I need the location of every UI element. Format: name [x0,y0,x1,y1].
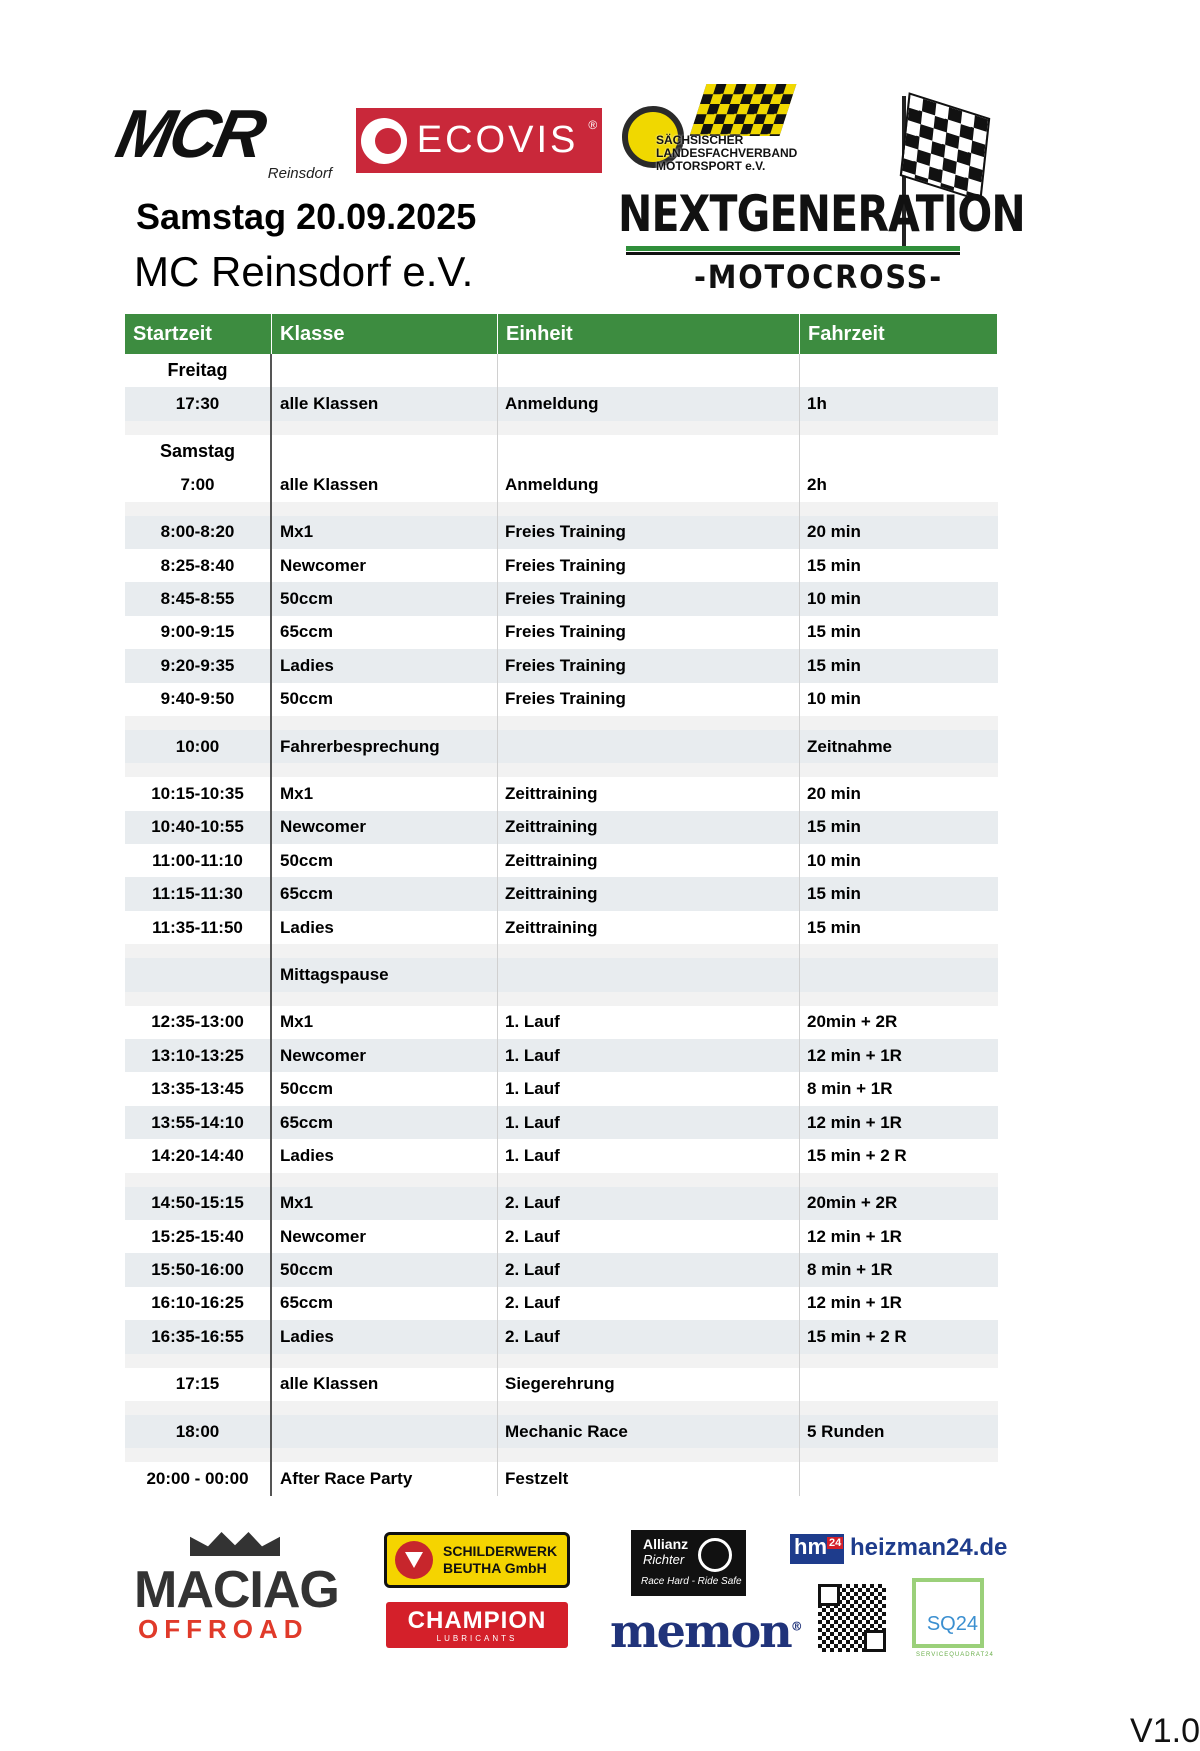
startzeit-cell: 11:00-11:10 [125,844,272,877]
maciag-text: MACIAG [134,1561,339,1619]
table-row [125,683,998,716]
spacer-cell [498,502,800,516]
fahrzeit-cell: 20min + 2R [807,1193,898,1213]
nextgeneration-logo [618,86,1025,296]
spacer-cell [498,992,800,1006]
spacer-row [125,992,998,1006]
memon-reg: ® [790,1619,801,1634]
spacer-cell [800,1448,998,1462]
klasse-cell: After Race Party [272,1462,498,1495]
champion-subtext: LUBRICANTS [436,1633,518,1643]
klasse-cell: Ladies [272,1320,498,1353]
spacer-cell [800,502,998,516]
fahrzeit-cell: 2h [807,474,827,494]
fahrzeit-cell: 15 min [807,917,861,937]
spacer-cell [800,763,998,777]
table-row [125,1039,998,1072]
klasse-cell: Fahrerbesprechung [272,730,498,763]
startzeit-cell: 15:50-16:00 [125,1253,272,1286]
table-row [125,911,998,944]
allianz-text: Allianz [643,1536,689,1552]
startzeit-cell: 12:35-13:00 [125,1006,272,1039]
einheit-cell: Freies Training [498,516,800,549]
klasse-cell: alle Klassen [272,1368,498,1401]
table-row [125,1220,998,1253]
fahrzeit-cell: 15 min + 2 R [807,1326,907,1346]
ecovis-logo [356,108,602,173]
allianz-slogan: Race Hard - Ride Safe [641,1576,742,1587]
table-row [125,877,998,910]
table-row [125,1106,998,1139]
table-row [125,730,998,763]
fahrzeit-cell: 5 Runden [807,1421,885,1441]
startzeit-cell: 17:30 [125,387,272,420]
table-row [125,1253,998,1286]
table-row [125,1072,998,1105]
table-row [125,516,998,549]
memon-logo [610,1604,801,1658]
fahrzeit-cell: 20 min [807,522,861,542]
fahrzeit-cell: 15 min [807,655,861,675]
table-row [125,1006,998,1039]
spacer-row [125,1354,998,1368]
klasse-cell: Mx1 [272,1006,498,1039]
klasse-cell: 50ccm [272,844,498,877]
fahrzeit-cell: 15 min + 2 R [807,1145,907,1165]
einheit-cell: Mechanic Race [498,1415,800,1448]
einheit-cell: Zeittraining [498,811,800,844]
startzeit-cell: 14:50-15:15 [125,1187,272,1220]
fahrzeit-cell [800,1368,998,1401]
table-row [125,1462,998,1495]
einheit-cell: Zeittraining [498,911,800,944]
fahrzeit-cell: 20 min [807,783,861,803]
fahrzeit-cell: 12 min + 1R [807,1112,902,1132]
einheit-cell: Freies Training [498,549,800,582]
klasse-cell: Newcomer [272,549,498,582]
table-row [125,1368,998,1401]
spacer-cell [272,1173,498,1187]
klasse-cell: Ladies [272,649,498,682]
spacer-row [125,1448,998,1462]
fahrzeit-cell: 15 min [807,884,861,904]
ecovis-mark-icon [361,118,407,164]
table-row [125,616,998,649]
startzeit-cell: 11:35-11:50 [125,911,272,944]
klasse-cell: Mx1 [272,516,498,549]
startzeit-cell: 14:20-14:40 [125,1139,272,1172]
startzeit-cell: 8:45-8:55 [125,582,272,615]
offroad-text: OFFROAD [138,1614,309,1644]
spacer-cell [800,944,998,958]
sq24-logo [912,1578,994,1658]
spacer-row [125,1401,998,1415]
event-date: Samstag 20.09.2025 [136,196,477,237]
einheit-cell: 1. Lauf [498,1006,800,1039]
startzeit-cell: 8:25-8:40 [125,549,272,582]
richter-text: Richter [643,1552,685,1567]
day-label: Freitag [125,354,272,387]
klasse-cell: 65ccm [272,616,498,649]
einheit-cell: Freies Training [498,582,800,615]
spacer-cell [800,992,998,1006]
startzeit-cell [125,958,272,991]
startzeit-cell: 20:00 - 00:00 [125,1462,272,1495]
table-row [125,1320,998,1353]
schilderwerk-line2: BEUTHA GmbH [443,1560,547,1576]
table-row [125,549,998,582]
startzeit-cell: 8:00-8:20 [125,516,272,549]
empty-cell [800,435,998,468]
startzeit-cell: 10:00 [125,730,272,763]
spacer-cell [498,421,800,435]
einheit-cell: Anmeldung [498,387,800,420]
table-row [125,1287,998,1320]
fahrzeit-cell: 15 min [807,622,861,642]
klasse-cell: 50ccm [272,582,498,615]
einheit-cell: Festzelt [498,1462,800,1495]
spacer-cell [125,944,272,958]
fahrzeit-cell: 20min + 2R [807,1012,898,1032]
empty-cell [498,435,800,468]
startzeit-cell: 16:35-16:55 [125,1320,272,1353]
klasse-cell: 65ccm [272,1106,498,1139]
klasse-cell: Ladies [272,911,498,944]
spacer-cell [498,1401,800,1415]
fahrzeit-cell: 10 min [807,850,861,870]
einheit-cell: 2. Lauf [498,1253,800,1286]
qr-code-icon [818,1584,886,1652]
klasse-cell: Newcomer [272,1220,498,1253]
einheit-cell: Freies Training [498,683,800,716]
table-row [125,1187,998,1220]
spacer-cell [125,502,272,516]
day-row [125,354,998,387]
table-row [125,1415,998,1448]
klasse-cell: Newcomer [272,1039,498,1072]
fahrzeit-cell: Zeitnahme [807,736,893,756]
einheit-cell: Anmeldung [498,468,800,501]
empty-cell [498,354,800,387]
einheit-cell: Zeittraining [498,877,800,910]
fahrzeit-cell: 12 min + 1R [807,1045,902,1065]
klasse-cell [272,1415,498,1448]
sq24-text: SQ24 [926,1613,978,1635]
klasse-cell: 65ccm [272,1287,498,1320]
spacer-cell [498,1448,800,1462]
spacer-row [125,1173,998,1187]
spacer-cell [272,716,498,730]
klasse-cell: Mx1 [272,1187,498,1220]
day-row [125,435,998,468]
heizman-sup: 24 [829,1536,842,1549]
mcr-logo-letters: MCR [109,96,269,172]
table-row [125,777,998,810]
mcr-reinsdorf-logo [109,96,340,184]
spacer-cell [125,1448,272,1462]
table-row [125,387,998,420]
spacer-row [125,716,998,730]
table-row [125,468,998,501]
ecovis-reg: ® [588,118,598,132]
spacer-cell [800,716,998,730]
champion-text: CHAMPION [407,1606,547,1634]
empty-cell [272,354,498,387]
nextgen-black-bar [626,252,960,255]
saxony-line3: MOTORSPORT e.V. [656,159,766,173]
startzeit-cell: 16:10-16:25 [125,1287,272,1320]
allianz-richter-logo [631,1530,746,1596]
fahrzeit-cell: 10 min [807,589,861,609]
einheit-cell: 2. Lauf [498,1320,800,1353]
schedule-table [125,314,998,1496]
spacer-cell [498,1354,800,1368]
fahrzeit-cell: 8 min + 1R [807,1079,893,1099]
spacer-cell [800,421,998,435]
klasse-cell: Ladies [272,1139,498,1172]
einheit-cell: 2. Lauf [498,1220,800,1253]
startzeit-cell: 13:35-13:45 [125,1072,272,1105]
sq24-subtext: SERVICEQUADRAT24 [916,1652,994,1658]
spacer-cell [125,1173,272,1187]
spacer-cell [125,421,272,435]
memon-text: memon [610,1604,791,1658]
fahrzeit-cell: 10 min [807,689,861,709]
spacer-cell [800,1401,998,1415]
klasse-cell: Newcomer [272,811,498,844]
spacer-row [125,944,998,958]
startzeit-cell: 13:10-13:25 [125,1039,272,1072]
einheit-cell: 2. Lauf [498,1287,800,1320]
einheit-cell: 1. Lauf [498,1139,800,1172]
table-header-row [125,314,998,354]
klasse-cell: 50ccm [272,1072,498,1105]
spacer-cell [125,763,272,777]
startzeit-cell: 18:00 [125,1415,272,1448]
spacer-cell [272,1448,498,1462]
yield-sign-icon [395,1541,433,1579]
spacer-cell [272,1354,498,1368]
champion-logo [386,1602,568,1648]
table-row [125,844,998,877]
saxony-line1: SÄCHSISCHER [656,133,744,147]
table-row [125,1139,998,1172]
heizman-box-text: hm [794,1534,827,1559]
spacer-cell [272,1401,498,1415]
spacer-row [125,763,998,777]
club-name: MC Reinsdorf e.V. [134,248,474,295]
startzeit-cell: 9:40-9:50 [125,683,272,716]
einheit-cell: 1. Lauf [498,1072,800,1105]
heizman24-logo [790,1530,1008,1568]
ecovis-text: ECOVIS [416,119,579,161]
spacer-cell [272,502,498,516]
klasse-cell: Mx1 [272,777,498,810]
spacer-cell [125,1354,272,1368]
table-row [125,649,998,682]
startzeit-cell: 15:25-15:40 [125,1220,272,1253]
schilderwerk-line1: SCHILDERWERK [443,1543,558,1559]
spacer-cell [125,992,272,1006]
spacer-cell [498,763,800,777]
fahrzeit-cell [800,958,998,991]
table-row [125,811,998,844]
schilderwerk-logo [384,1532,570,1588]
startzeit-cell: 10:15-10:35 [125,777,272,810]
empty-cell [272,435,498,468]
version-label: V1.0 [1130,1712,1200,1750]
header-startzeit: Startzeit [125,314,272,354]
spacer-cell [272,763,498,777]
fahrzeit-cell: 8 min + 1R [807,1260,893,1280]
startzeit-cell: 7:00 [125,468,272,501]
header-einheit: Einheit [498,314,800,354]
fahrzeit-cell: 12 min + 1R [807,1293,902,1313]
spacer-row [125,421,998,435]
klasse-cell: 50ccm [272,1253,498,1286]
mcr-logo-subtitle: Reinsdorf [267,165,332,182]
klasse-cell: 65ccm [272,877,498,910]
saxony-line2: LANDESFACHVERBAND [656,146,798,160]
heizman-text: heizman24.de [850,1534,1008,1561]
table-row [125,582,998,615]
startzeit-cell: 17:15 [125,1368,272,1401]
klasse-cell: 50ccm [272,683,498,716]
startzeit-cell: 11:15-11:30 [125,877,272,910]
empty-cell [800,354,998,387]
spacer-cell [272,992,498,1006]
header-klasse: Klasse [272,314,498,354]
nextgen-subtitle: -MOTOCROSS- [694,258,943,296]
klasse-cell: alle Klassen [272,387,498,420]
maciag-offroad-logo [134,1532,339,1644]
spacer-cell [498,944,800,958]
spacer-cell [272,421,498,435]
einheit-cell: 1. Lauf [498,1039,800,1072]
crown-icon [190,1532,280,1556]
spacer-cell [800,1173,998,1187]
schilderwerk-text [443,1543,557,1577]
fahrzeit-cell: 15 min [807,555,861,575]
table-row [125,958,998,991]
spacer-cell [272,944,498,958]
spacer-cell [125,716,272,730]
startzeit-cell: 10:40-10:55 [125,811,272,844]
day-label: Samstag [125,435,272,468]
spacer-cell [498,716,800,730]
einheit-cell [498,958,800,991]
einheit-cell: Freies Training [498,616,800,649]
klasse-cell: Mittagspause [272,958,498,991]
header-fahrzeit: Fahrzeit [800,314,998,354]
spacer-cell [498,1173,800,1187]
einheit-cell: 1. Lauf [498,1106,800,1139]
fahrzeit-cell: 12 min + 1R [807,1226,902,1246]
einheit-cell: Zeittraining [498,844,800,877]
heizman-box [790,1534,844,1564]
startzeit-cell: 9:20-9:35 [125,649,272,682]
einheit-cell: Zeittraining [498,777,800,810]
einheit-cell: Freies Training [498,649,800,682]
nextgen-green-bar [626,246,960,251]
startzeit-cell: 13:55-14:10 [125,1106,272,1139]
startzeit-cell: 9:00-9:15 [125,616,272,649]
fahrzeit-cell [800,1462,998,1495]
einheit-cell [498,730,800,763]
spacer-row [125,502,998,516]
allianz-eagle-icon [698,1538,732,1572]
spacer-cell [800,1354,998,1368]
nextgen-title: NEXTGENERATION [618,185,1025,243]
einheit-cell: 2. Lauf [498,1187,800,1220]
einheit-cell: Siegerehrung [498,1368,800,1401]
klasse-cell: alle Klassen [272,468,498,501]
fahrzeit-cell: 15 min [807,817,861,837]
fahrzeit-cell: 1h [807,394,827,414]
spacer-cell [125,1401,272,1415]
